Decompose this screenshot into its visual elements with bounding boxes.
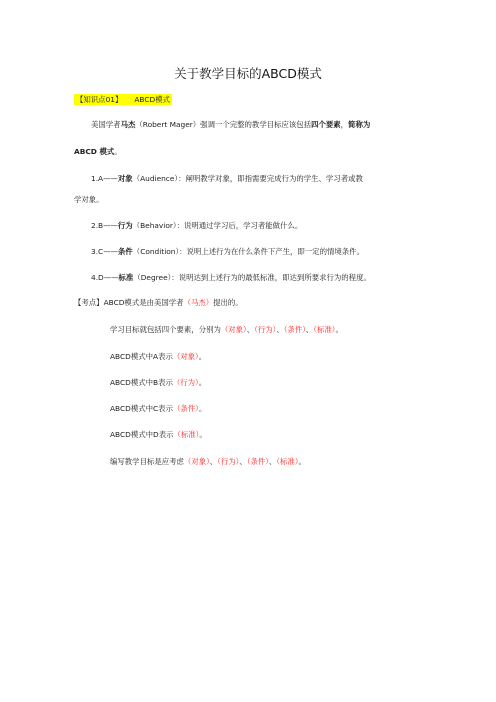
question-text: 学习目标就包括四个要素，分别为 <box>110 325 221 334</box>
separator: 、 <box>209 457 218 466</box>
item-term: 行为 <box>117 221 133 230</box>
item-c <box>91 246 364 257</box>
question-four-elements <box>110 324 343 335</box>
question-text: 。 <box>298 457 306 466</box>
answer-text: （标准） <box>313 325 336 334</box>
item-a-continued <box>74 194 104 205</box>
question-a <box>110 351 206 362</box>
answer-text: （行为） <box>217 457 240 466</box>
separator: 、 <box>305 325 314 334</box>
answer-text: （标准） <box>276 457 299 466</box>
answer-text: （标准） <box>173 430 200 439</box>
item-term: 标准 <box>118 273 134 282</box>
item-number: 4.D—— <box>91 273 119 282</box>
item-b <box>91 220 302 231</box>
item-d <box>91 272 371 283</box>
section-name: ABCD模式 <box>134 95 170 104</box>
answer-text: （条件） <box>246 457 269 466</box>
item-term: 条件 <box>118 247 133 256</box>
intro-four-elements: 四个要素 <box>311 120 341 129</box>
question-b <box>110 377 206 388</box>
question-text: 。 <box>335 325 343 334</box>
item-description: （Condition）：说明上述行为在什么条件下产生，即一定的情境条件。 <box>132 247 364 256</box>
item-number: 2.B—— <box>91 221 118 230</box>
intro-name: 马杰 <box>120 120 136 129</box>
question-text: 提出的。 <box>213 298 243 307</box>
kaodian-label: 【考点】 <box>74 298 104 307</box>
intro-text: 美国学者 <box>91 120 121 129</box>
question-text: 。 <box>199 430 207 439</box>
answer-text: （对象） <box>172 352 199 361</box>
item-number: 1.A—— <box>91 174 118 183</box>
question-text: ABCD模式是由美国学者 <box>103 298 184 307</box>
section-heading <box>74 94 172 105</box>
answer-text: （条件） <box>283 325 306 334</box>
answer-text: （对象） <box>183 457 210 466</box>
answer-text: （对象） <box>220 325 247 334</box>
intro-text: ， <box>340 120 349 129</box>
item-term: 对象 <box>117 174 133 183</box>
item-number: 3.C—— <box>91 247 118 256</box>
question-consider <box>110 456 306 467</box>
question-text: ABCD模式中D表示 <box>110 430 174 439</box>
question-text: 编写教学目标是应考虑 <box>110 457 184 466</box>
item-description: （Degree）：说明达到上述行为的最低标准，即达到所要求行为的程度。 <box>133 273 371 282</box>
document-title: 关于教学目标的ABCD模式 <box>174 66 322 81</box>
question-d <box>110 429 207 440</box>
item-a <box>91 173 363 184</box>
question-text: 。 <box>198 404 207 413</box>
answer-text: （行为） <box>254 325 277 334</box>
kaodian-line <box>74 297 243 308</box>
item-description: （Behavior）：说明通过学习后，学习者能做什么。 <box>132 221 303 230</box>
intro-abcd-model: ABCD 模式 <box>74 147 115 156</box>
separator: 、 <box>268 457 277 466</box>
item-description: （Audience）：阐明教学对象，即指需要完成行为的学生、学习者或教 <box>132 174 363 183</box>
item-description: 学对象。 <box>74 195 104 204</box>
section-label: 【知识点01】 <box>76 95 123 104</box>
intro-text: （Robert Mager）强调一个完整的教学目标应该包括 <box>135 120 312 129</box>
separator: 、 <box>239 457 247 466</box>
answer-text: （马杰） <box>183 298 214 307</box>
separator: 、 <box>246 325 255 334</box>
question-text: 。 <box>198 378 207 387</box>
intro-text: 。 <box>114 147 122 156</box>
question-text: ABCD模式中C表示 <box>110 404 173 413</box>
question-text: 。 <box>198 352 207 361</box>
answer-text: （条件） <box>172 404 199 413</box>
question-text: ABCD模式中A表示 <box>110 352 173 361</box>
intro-paragraph-line-2 <box>74 146 122 157</box>
separator: 、 <box>276 325 284 334</box>
intro-paragraph-line-1 <box>91 119 370 130</box>
question-c <box>110 403 206 414</box>
section-tag <box>74 94 172 105</box>
intro-called: 简称为 <box>348 120 371 129</box>
question-text: ABCD模式中B表示 <box>110 378 173 387</box>
answer-text: （行为） <box>172 378 199 387</box>
